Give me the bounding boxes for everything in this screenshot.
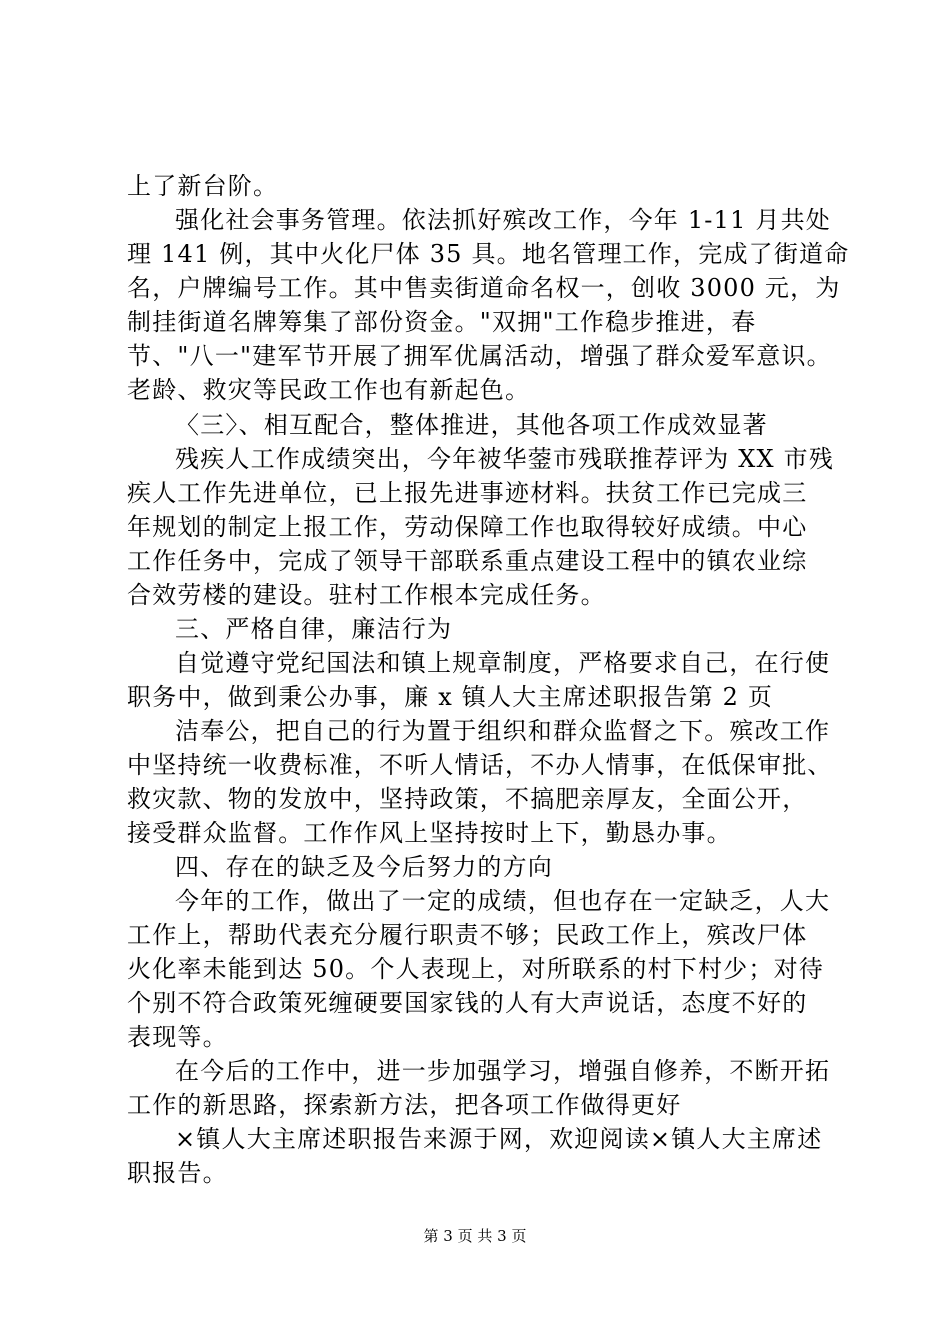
text-line: 自觉遵守党纪国法和镇上规章制度，严格要求自己，在行使 — [175, 649, 831, 677]
text-line: ×镇人大主席述职报告来源于网，欢迎阅读×镇人大主席述 — [175, 1125, 823, 1153]
text-line: 老龄、救灾等民政工作也有新起色。 — [127, 376, 531, 404]
text-line: 表现等。 — [127, 1023, 228, 1051]
text-line: 节、"八一"建军节开展了拥军优属活动，增强了群众爱军意识。 — [127, 342, 832, 370]
text-line: 工作任务中，完成了领导干部联系重点建设工程中的镇农业综 — [127, 547, 808, 575]
text-line: 强化社会事务管理。依法抓好殡改工作，今年 1-11 月共处 — [175, 206, 831, 234]
text-line: 残疾人工作成绩突出，今年被华蓥市残联推荐评为 XX 市残 — [175, 445, 835, 473]
text-line: 洁奉公，把自己的行为置于组织和群众监督之下。殡改工作 — [175, 717, 831, 745]
text-line: 中坚持统一收费标准，不听人情话，不办人情事，在低保审批、 — [127, 751, 833, 779]
text-line: 工作的新思路，探索新方法，把各项工作做得更好 — [127, 1091, 682, 1119]
text-line: 年规划的制定上报工作，劳动保障工作也取得较好成绩。中心 — [127, 513, 808, 541]
text-line: 救灾款、物的发放中，坚持政策，不搞肥亲厚友，全面公开， — [127, 785, 808, 813]
text-line: 火化率未能到达 50。个人表现上，对所联系的村下村少；对待 — [127, 955, 824, 983]
text-line: 疾人工作先进单位，已上报先进事迹材料。扶贫工作已完成三 — [127, 479, 808, 507]
text-line: 合效劳楼的建设。驻村工作根本完成任务。 — [127, 581, 606, 609]
text-line: 理 141 例，其中火化尸体 35 具。地名管理工作，完成了街道命 — [127, 240, 850, 268]
text-line: 今年的工作，做出了一定的成绩，但也存在一定缺乏，人大 — [175, 887, 831, 915]
text-line: 个别不符合政策死缠硬要国家钱的人有大声说话，态度不好的 — [127, 989, 808, 1017]
section-heading: 〈三〉、相互配合，整体推进，其他各项工作成效显著 — [175, 411, 768, 439]
section-heading: 三、严格自律，廉洁行为 — [175, 615, 453, 643]
text-line: 名，户牌编号工作。其中售卖街道命名权一，创收 3000 元，为 — [127, 274, 841, 302]
text-line: 上了新台阶。 — [127, 172, 279, 200]
section-heading: 四、存在的缺乏及今后努力的方向 — [175, 853, 553, 881]
text-line: 制挂街道名牌筹集了部份资金。"双拥"工作稳步推进，春 — [127, 308, 757, 336]
text-line: 接受群众监督。工作作风上坚持按时上下，勤恳办事。 — [127, 819, 732, 847]
text-line: 职报告。 — [127, 1159, 228, 1187]
text-line: 在今后的工作中，进一步加强学习，增强自修养，不断开拓 — [175, 1057, 831, 1085]
text-line: 工作上，帮助代表充分履行职责不够；民政工作上，殡改尸体 — [127, 921, 808, 949]
text-line: 职务中，做到秉公办事，廉 x 镇人大主席述职报告第 2 页 — [127, 683, 774, 711]
page-number-footer: 第 3 页 共 3 页 — [423, 1227, 527, 1245]
